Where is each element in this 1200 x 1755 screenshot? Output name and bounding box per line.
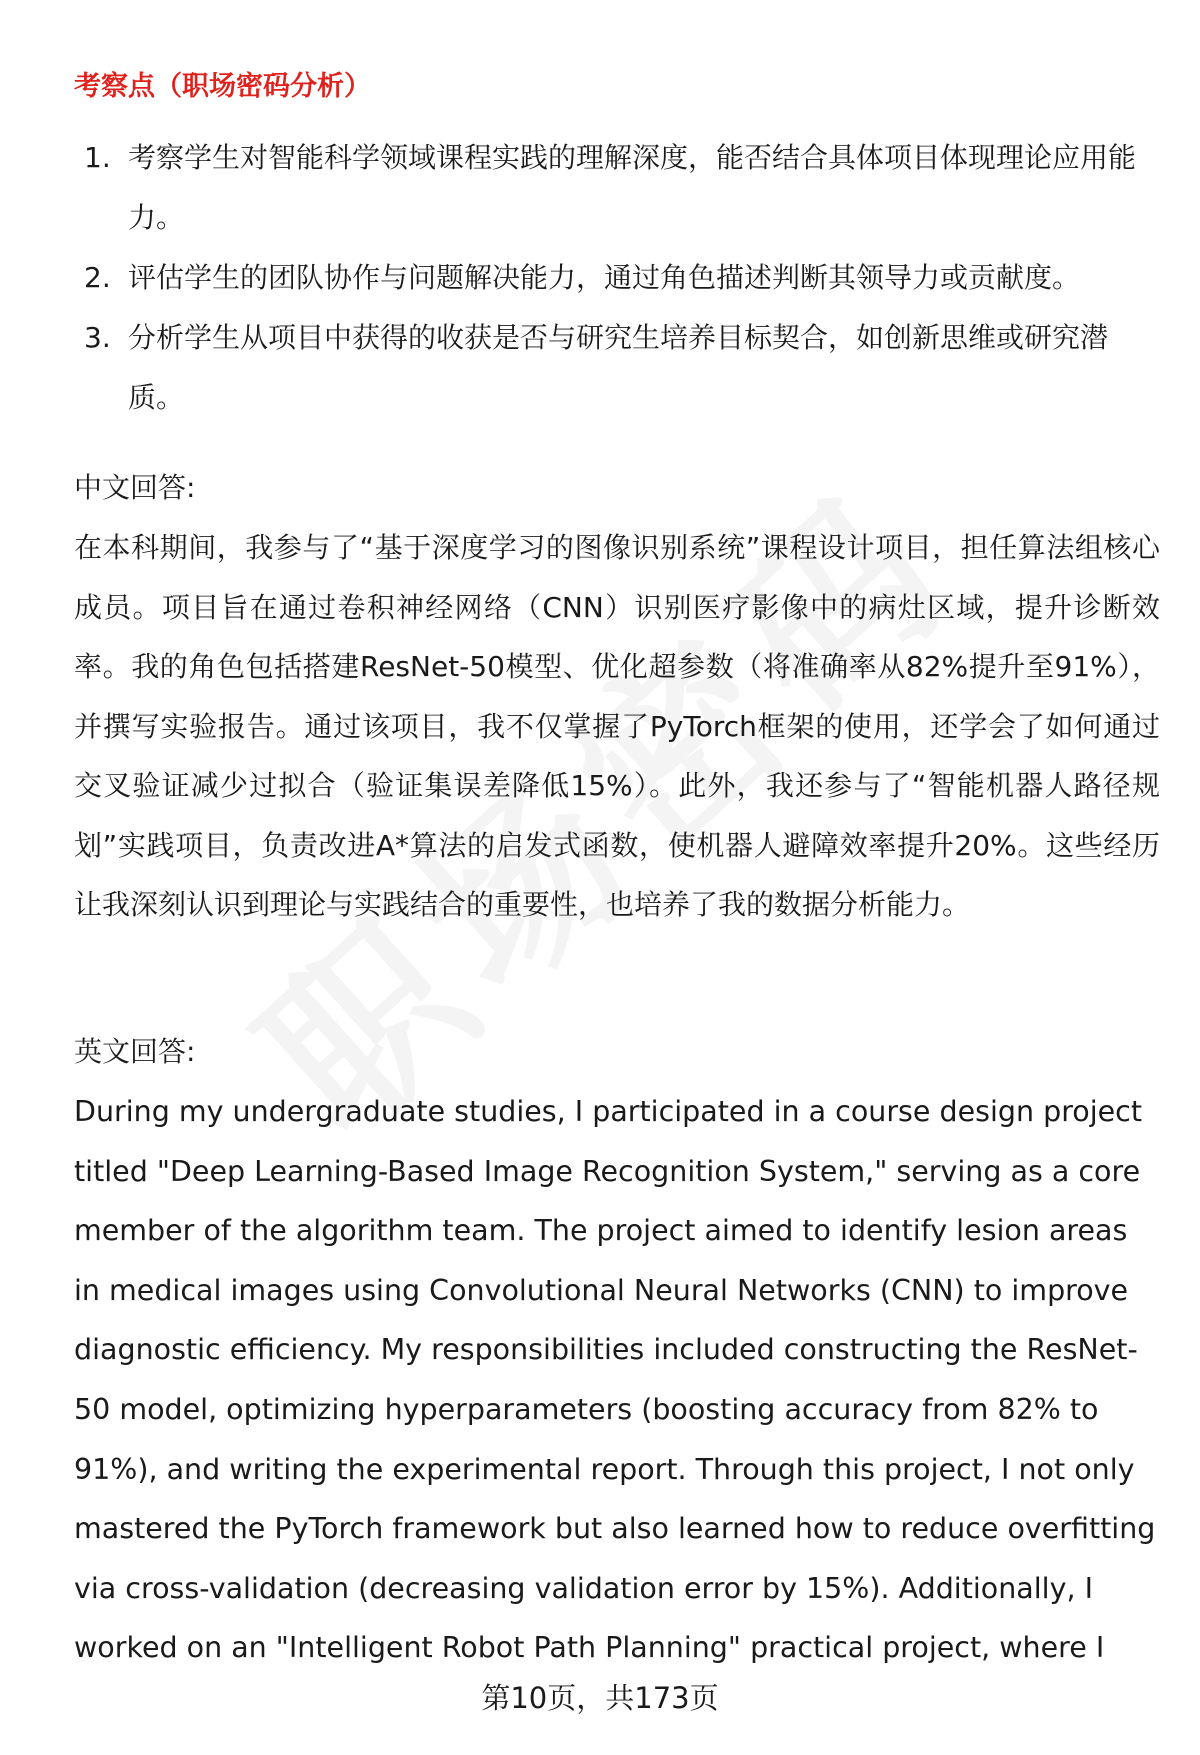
section-title: 考察点（职场密码分析） xyxy=(74,71,371,102)
list-item-number: 2. xyxy=(84,261,111,294)
list-item-text: 考察学生对智能科学领域课程实践的理解深度，能否结合具体项目体现理论应用能力。 xyxy=(128,141,1137,234)
list-item xyxy=(74,308,1154,428)
english-answer-text: During my undergraduate studies, I participated in a course design project titled "Deep Learning-Based Image Recognition System," serving as a core member of the algorithm team. The project aimed to identify lesion areas in medical images using Convolutional Neural Networks (CNN) to improve diagnostic efficiency. My responsibilities included constructing the ResNet-50 model, optimizing hyperparameters (boosting accuracy from 82% to 91%), and writing the experimental report. Through this project, I not only mastered the PyTorch framework but also learned how to reduce overfitting via cross-validation (decreasing validation error by 15%). Additionally, I worked on an "Intelligent Robot Path Planning" practical project, where I xyxy=(74,1095,1156,1665)
list-item-text: 评估学生的团队协作与问题解决能力，通过角色描述判断其领导力或贡献度。 xyxy=(128,261,1081,294)
english-answer-label: 英文回答: xyxy=(74,1035,196,1068)
list-item xyxy=(74,248,1154,308)
list-item-number: 1. xyxy=(84,141,111,174)
list-item-number: 3. xyxy=(84,321,111,354)
chinese-answer-text: 在本科期间，我参与了“基于深度学习的图像识别系统”课程设计项目，担任算法组核心成员。项目旨在通过卷积神经网络（CNN）识别医疗影像中的病灶区域，提升诊断效率。我的角色包括搭建ResNet-50模型、优化超参数（将准确率从82%提升至91%），并撰写实验报告。通过该项目，我不仅掌握了PyTorch框架的使用，还学会了如何通过交叉验证减少过拟合（验证集误差降低15%）。此外，我还参与了“智能机器人路径规划”实践项目，负责改进A*算法的启发式函数，使机器人避障效率提升20%。这些经历让我深刻认识到理论与实践结合的重要性，也培养了我的数据分析能力。 xyxy=(74,531,1160,921)
chinese-answer-label: 中文回答: xyxy=(74,471,196,504)
list-item xyxy=(74,128,1154,248)
page-number-footer: 第10页，共173页 xyxy=(481,1681,719,1715)
assessment-points-list xyxy=(74,128,1154,428)
list-item-text: 分析学生从项目中获得的收获是否与研究生培养目标契合，如创新思维或研究潜质。 xyxy=(128,321,1109,414)
